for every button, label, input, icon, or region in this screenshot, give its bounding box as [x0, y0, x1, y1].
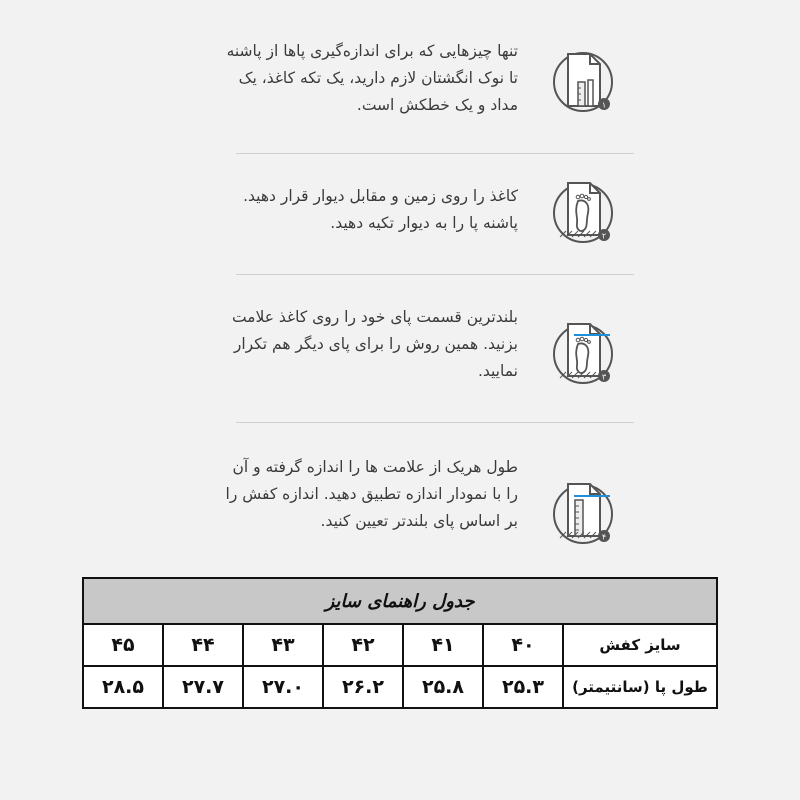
step-1-text: تنها چیزهایی که برای اندازه‌گیری پاها از پاشنه تا نوک انگشتان لازم دارید، یک تکه کاغذ، یک مداد و یک خطکش است. [226, 42, 518, 114]
foot-on-paper-icon [548, 175, 618, 245]
divider [236, 422, 634, 423]
row-label-shoe-size: سایز کفش [563, 624, 717, 666]
table-title: جدول راهنمای سایز [83, 578, 717, 624]
table-cell: ۲۸.۵ [83, 666, 163, 708]
step-1 [226, 38, 636, 128]
step-3 [231, 304, 636, 394]
size-guide-table [82, 577, 718, 709]
table-cell: ۴۰ [483, 624, 563, 666]
divider [236, 274, 634, 275]
table-row [83, 666, 717, 708]
svg-text:۴: ۴ [601, 532, 607, 542]
step-3-text: بلندترین قسمت پای خود را روی کاغذ علامت بزنید. همین روش را برای پای دیگر هم تکرار نمایید. [231, 308, 518, 380]
table-cell: ۴۱ [403, 624, 483, 666]
step-2 [236, 183, 636, 253]
table-cell: ۴۲ [323, 624, 403, 666]
table-cell: ۲۵.۸ [403, 666, 483, 708]
table-cell: ۲۶.۲ [323, 666, 403, 708]
table-cell: ۴۳ [243, 624, 323, 666]
svg-text:۲: ۲ [601, 231, 607, 241]
step-2-text: کاغذ را روی زمین و مقابل دیوار قرار دهید. پاشنه پا را به دیوار تکیه دهید. [243, 187, 518, 232]
foot-mark-icon [548, 316, 618, 386]
table-cell: ۲۷.۷ [163, 666, 243, 708]
table-cell: ۴۵ [83, 624, 163, 666]
table-row [83, 624, 717, 666]
svg-text:۳: ۳ [601, 372, 607, 382]
table-cell: ۲۵.۳ [483, 666, 563, 708]
svg-text:۱: ۱ [601, 100, 607, 110]
row-label-foot-length: طول پا (سانتیمتر) [563, 666, 717, 708]
table-cell: ۴۴ [163, 624, 243, 666]
divider [236, 153, 634, 154]
table-cell: ۲۷.۰ [243, 666, 323, 708]
step-4 [225, 454, 636, 564]
step-4-text: طول هریک از علامت ها را اندازه گرفته و آن را با نمودار اندازه تطبیق دهید. اندازه کفش را بر اساس پای بلندتر تعیین کنید. [225, 458, 518, 530]
paper-ruler-pencil-icon [548, 44, 618, 114]
measure-mark-icon [548, 476, 618, 546]
